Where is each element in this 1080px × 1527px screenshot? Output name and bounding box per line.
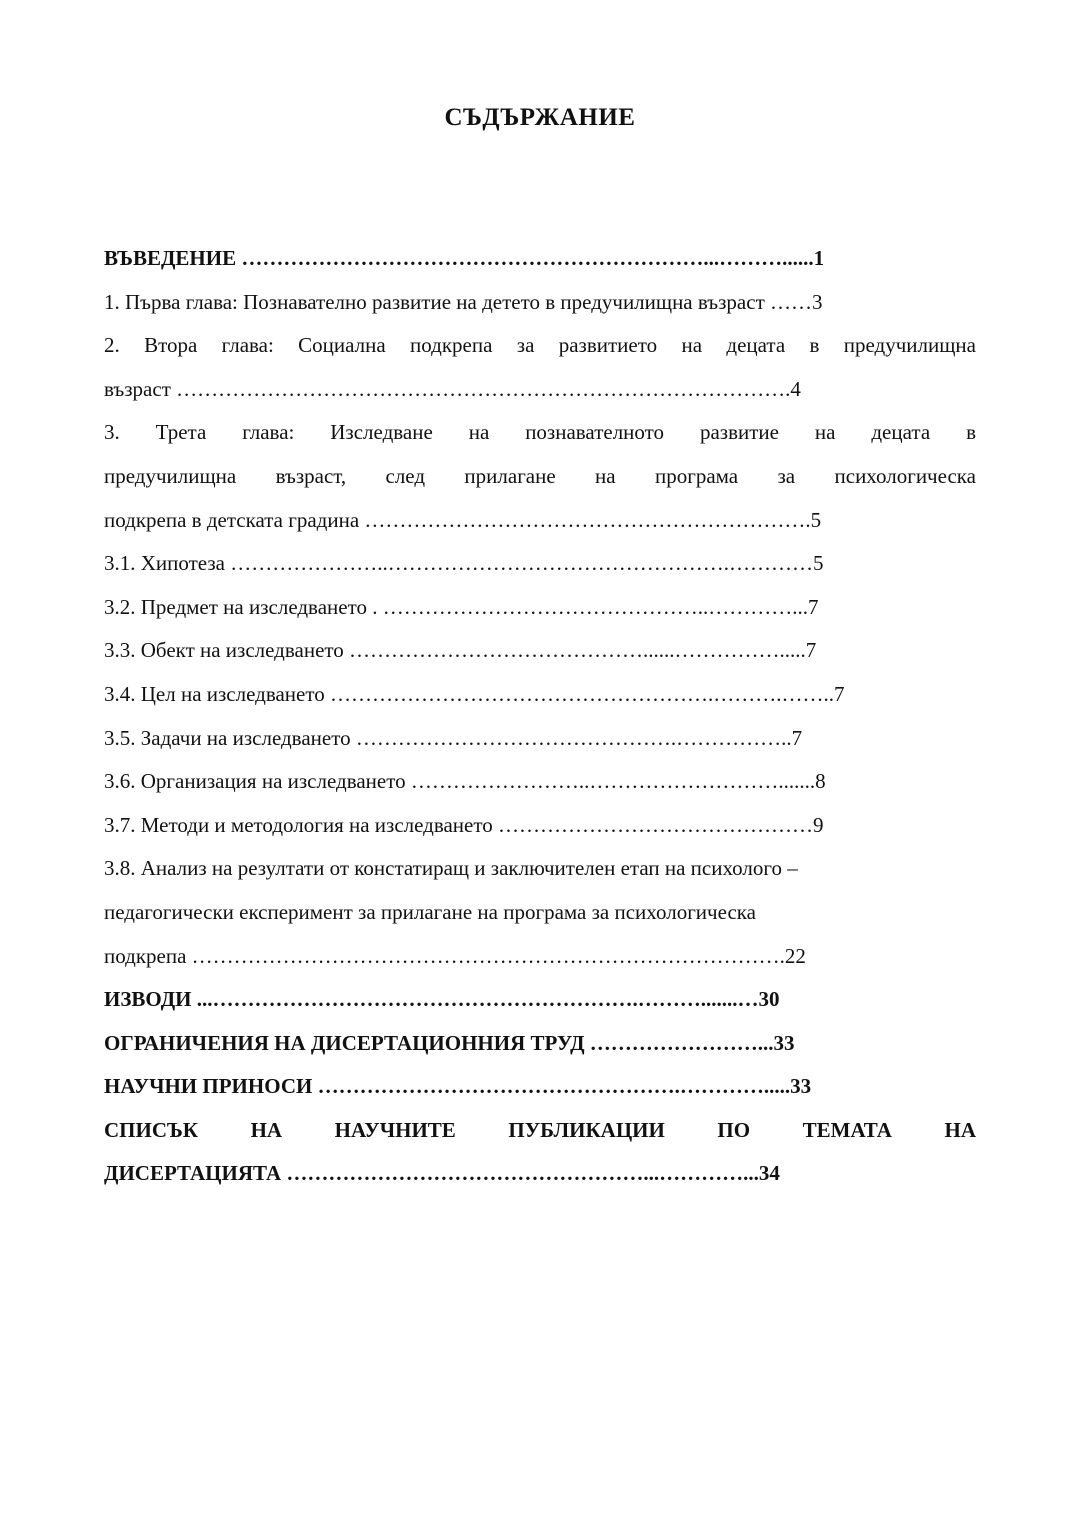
toc-entry-chapter-3-line-2: предучилищна възраст, след прилагане на програма за психологическа (104, 463, 976, 488)
toc-entry-contributions: НАУЧНИ ПРИНОСИ …………………………………………….………….....33 (104, 1074, 812, 1099)
toc-entry-3-8-line-2: педагогически експеримент за прилагане на програма за психологическа (104, 899, 756, 924)
toc-entry-3-5: 3.5. Задачи на изследването ……………………………………….……………..7 (104, 725, 803, 750)
toc-entry-introduction: ВЪВЕДЕНИЕ …………………………………………………………...………......1 (104, 246, 825, 270)
toc-entry-conclusions: ИЗВОДИ ...…………………………………………………….……….......…30 (104, 987, 780, 1012)
page-title: СЪДЪРЖАНИЕ (444, 104, 636, 131)
toc-entry-3-4: 3.4. Цел на изследването ……………………………………………….……….……..7 (104, 681, 845, 706)
toc-entry-3-1: 3.1. Хипотеза …………………..………………………………………….…………5 (104, 551, 824, 576)
toc-entry-publications-line-2: ДИСЕРТАЦИЯТА ……………………………………………...…………...34 (104, 1161, 780, 1186)
toc-entry-chapter-2-line-1: 2. Втора глава: Социална подкрепа за развитието на децата в предучилищна (104, 333, 976, 358)
toc-entry-3-3: 3.3. Обект на изследването ……………………………………......…………….....7 (104, 638, 817, 663)
table-of-contents (104, 237, 976, 1196)
toc-entry-3-8-line-1: 3.8. Анализ на резултати от констатиращ и заключителен етап на психолого – (104, 856, 798, 881)
toc-entry-3-8-line-3: подкрепа ………………………………………………………………………….22 (104, 943, 806, 968)
toc-entry-limitations: ОГРАНИЧЕНИЯ НА ДИСЕРТАЦИОННИЯ ТРУД ……………………...33 (104, 1030, 795, 1055)
toc-entry-3-6: 3.6. Организация на изследването ……………………..……………………….......8 (104, 769, 826, 794)
toc-entry-chapter-3-line-1: 3. Трета глава: Изследване на познавателното развитие на децата в (104, 420, 976, 445)
toc-entry-chapter-1: 1. Първа глава: Познавателно развитие на детето в предучилищна възраст ……3 (104, 289, 823, 314)
toc-entry-3-2: 3.2. Предмет на изследването . ………………………………………..…………...7 (104, 594, 819, 619)
toc-entry-3-7: 3.7. Методи и методология на изследването ………………………………………9 (104, 812, 824, 837)
toc-entry-chapter-2-line-2: възраст …………………………………………………………………………….4 (104, 376, 801, 401)
toc-entry-chapter-3-line-3: подкрепа в детската градина ……………………………………………………….5 (104, 507, 822, 532)
toc-entry-publications-line-1: СПИСЪК НА НАУЧНИТЕ ПУБЛИКАЦИИ ПО ТЕМАТА НА (104, 1117, 976, 1142)
